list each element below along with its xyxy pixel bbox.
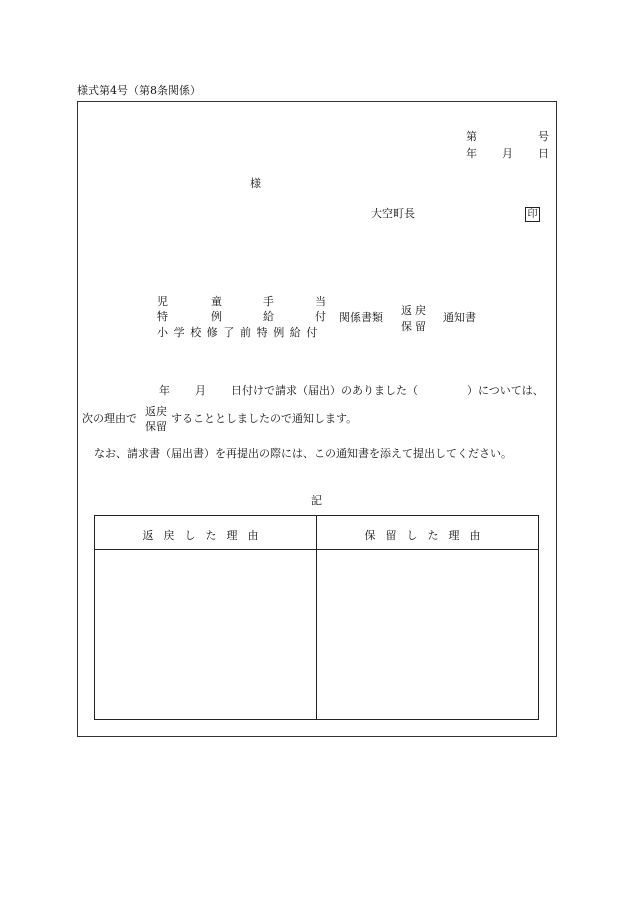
number-go: 号 xyxy=(538,130,549,143)
title-notice: 通知書 xyxy=(443,311,476,324)
number-dai: 第 xyxy=(466,130,477,143)
body-choice-bottom: 保留 xyxy=(145,420,167,433)
seal-mark: 印 xyxy=(525,207,540,222)
returned-reason-cell[interactable] xyxy=(95,550,316,719)
title-choice-top: 返戻 xyxy=(401,304,429,317)
addressee-suffix: 様 xyxy=(250,177,261,190)
sender: 大空町長 xyxy=(371,207,415,220)
title-row2-c2: 例 xyxy=(211,310,222,323)
body-year: 年 xyxy=(159,384,170,397)
title-choice xyxy=(401,304,429,333)
body-month: 月 xyxy=(195,384,206,397)
title-row1-c4: 当 xyxy=(315,295,326,308)
ki-label: 記 xyxy=(311,494,322,507)
reasons-table xyxy=(94,515,539,720)
title-row2-c3: 給 xyxy=(263,310,274,323)
title-row2-c4: 付 xyxy=(315,310,326,323)
body-line2-start: 次の理由で xyxy=(82,412,137,425)
form-label: 様式第4号（第8条関係） xyxy=(77,84,201,97)
date-month: 月 xyxy=(502,147,513,160)
body-line2-choice xyxy=(145,405,167,433)
title-row3: 小学校修了前特例給付 xyxy=(157,326,323,339)
body-choice-top: 返戻 xyxy=(145,405,167,418)
title-documents: 関係書類 xyxy=(339,311,383,324)
body-line1-text: 日付けで請求（届出）のありました（ xyxy=(231,384,418,397)
date-year: 年 xyxy=(466,147,477,160)
title-row1-c1: 児 xyxy=(157,295,168,308)
returned-reason-header: 返戻した理由 xyxy=(142,529,269,542)
body-line2-end: することとしましたので通知します。 xyxy=(171,412,358,425)
title-row1-c2: 童 xyxy=(211,295,222,308)
title-choice-bottom: 保留 xyxy=(401,320,429,333)
held-reason-cell[interactable] xyxy=(317,550,538,719)
title-row1-c3: 手 xyxy=(263,295,274,308)
body-line1-end: ）については、 xyxy=(467,384,544,397)
date-day: 日 xyxy=(538,147,549,160)
body-line3: なお、請求書（届出書）を再提出の際には、この通知書を添えて提出してください。 xyxy=(94,447,512,460)
held-reason-header: 保留した理由 xyxy=(364,529,491,542)
title-row2-c1: 特 xyxy=(157,310,168,323)
